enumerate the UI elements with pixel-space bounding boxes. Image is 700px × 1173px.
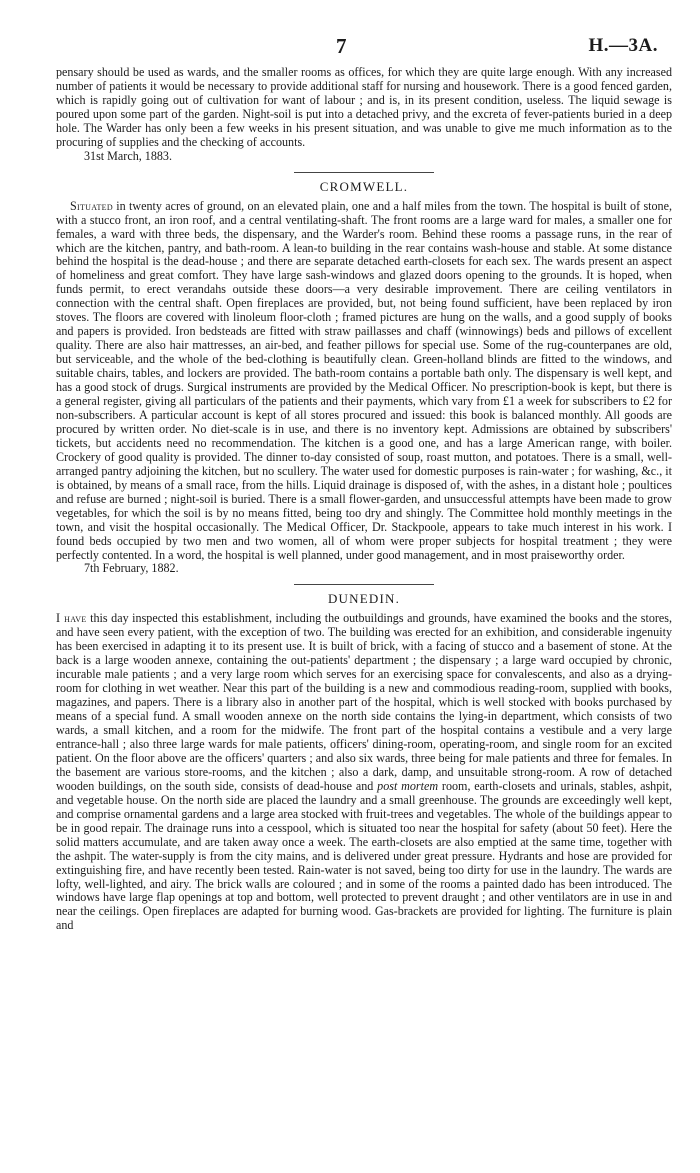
section-divider xyxy=(294,172,434,173)
intro-date: 31st March, 1883. xyxy=(84,148,173,163)
cromwell-date: 7th February, 1882. xyxy=(84,561,179,576)
dunedin-italic-term: post mortem xyxy=(377,778,439,793)
section-heading-dunedin: DUNEDIN. xyxy=(327,591,401,607)
section-divider xyxy=(294,584,434,585)
dunedin-text-a: this day inspected this establishment, including the outbuildings and grounds, have examined the books and the stores, and have seen every patient, with the exception of two. The building was erected for an exhibition, and considerable ingenuity has been exercised in adapting it to its present use. It is built of brick, with a facing of stucco and a basement of stone. At the back is a large wooden annexe, containing the out-patients' department ; the dispensary ; a large ward occupied by chronic, incurable male patients ; and a very large room which serves for an exercising space for convalescents, and also as a drying-room for clothing in wet weather. Near this part of the building is a new and commodious reading-room, supplied with books, magazines, and papers. There is a library also in another part of the hospital, which is well stocked with books purchased by means of a special fund. A small wooden annexe on the north side contains the lying-in department, which consists of two wards, a small kitchen, and a room for the midwife. The front part of the hospital contains a vestibule and a very large entrance-hall ; also three large wards for male patients, officers' dining-room, operating-room, and single room for an excited patient. On the floor above are the officers' quarters ; and also six wards, three being for male patients and three for females. In the basement are various store-rooms, and the kitchen ; also a dark, damp, and unsuitable strong-room. A row of detached wooden buildings, on the south side, consists of dead-house and xyxy=(56,611,672,793)
page-header xyxy=(0,34,700,60)
page-number: 7 xyxy=(336,34,347,58)
dunedin-text-b: room, earth-closets and urinals, stables, ashpit, and vegetable house. On the north side are placed the laundry and a small greenhouse. The grounds are exceedingly well kept, and comprise ornamental gardens and a large area stocked with fruit-trees and vegetables. The whole of the buildings appear to be in good repair. The drainage runs into a cesspool, which is situated too near the hospital for safety (about 50 feet). Here the solid matters accumulate, and are taken away once a week. The earth-closets are also emptied at the same time, together with the ashpit. The water-supply is from the city mains, and is delivered under great pressure. Hydrants and hose are provided for extinguishing fire, and have recently been tested. Rain-water is not saved, being too dirty for use in the laundry. The wards are lofty, well-lighted, and airy. The brick walls are coloured ; and in some of the rooms a painted dado has been introduced. The windows have large flap openings at top and bottom, well protected to prevent draught ; and other ventilators are in use in and near the ceilings. Open fireplaces are adapted for burning wood. Gas-brackets are provided for lighting. The furniture is plain and xyxy=(56,778,672,933)
cromwell-lead-word: Situated xyxy=(70,198,113,213)
cromwell-text: in twenty acres of ground, on an elevated plain, one and a half miles from the town. The hospital is built of stone, with a stucco front, an iron roof, and a central ventilating-shaft. The front rooms are a large ward for males, a smaller one for females, a ward with three beds, the dispensary, and the Warder's room. Behind these rooms a passage runs, in the rear of which are the kitchen, pantry, and bath-room. A lean-to building in the rear contains wash-house and stable. At some distance behind the hospital is the dead-house ; and there are separate detached earth-closets for each sex. The wards present an aspect of homeliness and great comfort. They have large sash-windows and glazed doors opening to the grounds. It is hoped, when funds permit, to erect verandahs outside these doors—a very desirable improvement. There are ceiling ventilators in connection with the central shaft. Open fireplaces are provided, but, not being found sufficient, have been replaced by iron stoves. The floors are covered with linoleum floor-cloth ; framed pictures are hung on the walls, and a good supply of books and papers is provided. Iron bedsteads are fitted with straw paillasses and chaff (winnowings) beds and pillows of excellent quality. There are also hair mattresses, an air-bed, and feather pillows for special use. Some of the rug-counterpanes are old, but serviceable, and the whole of the bed-clothing is beautifully clean. Green-holland blinds are fitted to the windows, and suitable chairs, tables, and lockers are provided. The bath-room contains a portable bath only. The dispensary is well kept, and has a good stock of drugs. Surgical instruments are provided by the Medical Officer. No prescription-book is kept, but there is a general register, giving all particulars of the patients and their payments, which vary from £1 a week for subscribers to £2 for non-subscribers. A particular account is kept of all stores procured and issued: this book is balanced monthly. All goods are procured by written order. No diet-scale is in use, and there is no inventory kept. Admissions are obtained by subscribers' tickets, but accidents need no recommendation. The kitchen is a good one, and has a large American range, with boiler. Crockery of good quality is provided. The dinner to-day consisted of soup, roast mutton, and potatoes. There is a small, well-arranged pantry adjoining the kitchen, but no scullery. The water used for domestic purposes is rain-water ; for washing, &c., it is obtained, by means of a small race, from the hills. Liquid drainage is disposed of, with the ashes, in a distant hole ; poultices and refuse are burned ; night-soil is buried. There is a small flower-garden, and unsuccessful attempts have been made to grow vegetables, for which the soil is by no means fitted, being too dry and shingly. The Committee hold monthly meetings in the town, and visit the hospital occasionally. The Medical Officer, Dr. Stackpoole, appears to take much interest in his work. I found beds occupied by two men and two women, all of whom were proper subjects for hospital treatment ; they were perfectly contented. In a word, the hospital is well planned, under good management, and in most praiseworthy order. xyxy=(56,198,672,562)
section-heading-cromwell: CROMWELL. xyxy=(319,178,409,194)
document-reference: H.—3A. xyxy=(588,35,658,56)
page-body xyxy=(56,66,672,933)
cromwell-paragraph xyxy=(56,200,672,563)
intro-paragraph: pensary should be used as wards, and the smaller rooms as offices, for which they are quite large enough. With any increased number of patients it would be necessary to provide additional staff for nursing and housework. There is a good fenced garden, which is rapidly going out of cultivation for want of labour ; and is, in its present condition, useless. The liquid sewage is poured upon some part of the garden. Night-soil is put into a detached privy, and the excreta of fever-patients buried in a deep hole. The Warder has only been a few weeks in his present situation, and was unable to give me much information as to the procuring of supplies and the checking of accounts. xyxy=(56,65,672,149)
dunedin-paragraph xyxy=(56,612,672,933)
dunedin-lead-word: I have xyxy=(56,611,87,626)
